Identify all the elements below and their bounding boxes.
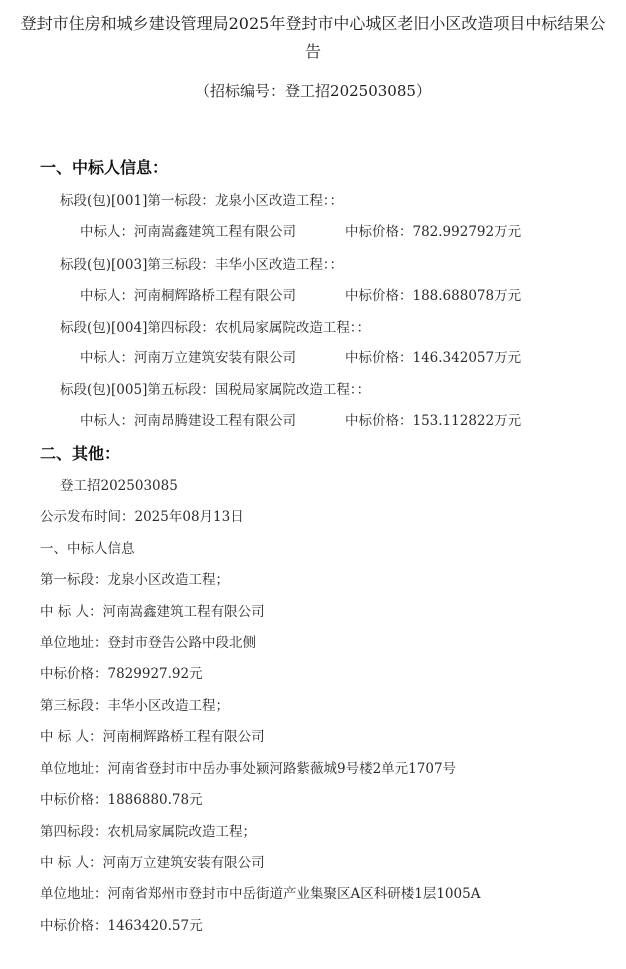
text-line: 第一标段：龙泉小区改造工程； xyxy=(40,572,229,588)
text-line: 中 标 人：河南桐辉路桥工程有限公司 xyxy=(40,729,265,745)
price-line: 中标价格：782.992792万元 xyxy=(345,224,522,240)
text-line: 中标价格：1463420.57元 xyxy=(40,918,203,934)
price-line: 中标价格：188.688078万元 xyxy=(345,288,522,304)
text-line: 登工招202503085 xyxy=(60,478,178,494)
winner-line: 中标人：河南昂腾建设工程有限公司 xyxy=(80,413,296,429)
winner-line: 中标人：河南嵩鑫建筑工程有限公司 xyxy=(80,224,296,240)
lot-line: 标段(包)[005]第五标段：国税局家属院改造工程：： xyxy=(60,382,371,398)
text-line: 中 标 人：河南嵩鑫建筑工程有限公司 xyxy=(40,604,265,620)
section-heading-other: 二、其他： xyxy=(40,444,121,463)
text-line: 中标价格：7829927.92元 xyxy=(40,666,203,682)
text-line: 第三标段：丰华小区改造工程； xyxy=(40,698,229,714)
lot-line: 标段(包)[004]第四标段：农机局家属院改造工程：： xyxy=(60,320,371,336)
text-line: 单位地址：河南省登封市中岳办事处颍河路紫薇城9号楼2单元1707号 xyxy=(40,761,457,777)
price-line: 中标价格：146.342057万元 xyxy=(345,350,522,366)
text-line: 中 标 人：河南万立建筑安装有限公司 xyxy=(40,855,265,871)
section-heading-winners: 一、中标人信息： xyxy=(40,158,169,177)
text-line: 中标价格：1886880.78元 xyxy=(40,792,203,808)
text-line: 一、中标人信息 xyxy=(40,541,135,557)
text-line: 公示发布时间：2025年08月13日 xyxy=(40,509,244,525)
text-line: 第四标段：农机局家属院改造工程； xyxy=(40,824,256,840)
page-title: 登封市住房和城乡建设管理局2025年登封市中心城区老旧小区改造项目中标结果公告 xyxy=(20,14,606,61)
lot-line: 标段(包)[001]第一标段：龙泉小区改造工程：： xyxy=(60,193,344,209)
lot-line: 标段(包)[003]第三标段：丰华小区改造工程：： xyxy=(60,257,344,273)
text-line: 单位地址：河南省郑州市登封市中岳街道产业集聚区A区科研楼1层1005A xyxy=(40,886,481,902)
text-line: 单位地址：登封市登告公路中段北侧 xyxy=(40,635,256,651)
winner-line: 中标人：河南桐辉路桥工程有限公司 xyxy=(80,288,296,304)
price-line: 中标价格：153.112822万元 xyxy=(345,413,522,429)
winner-line: 中标人：河南万立建筑安装有限公司 xyxy=(80,350,296,366)
bid-number-line: （招标编号：登工招202503085） xyxy=(195,82,431,100)
